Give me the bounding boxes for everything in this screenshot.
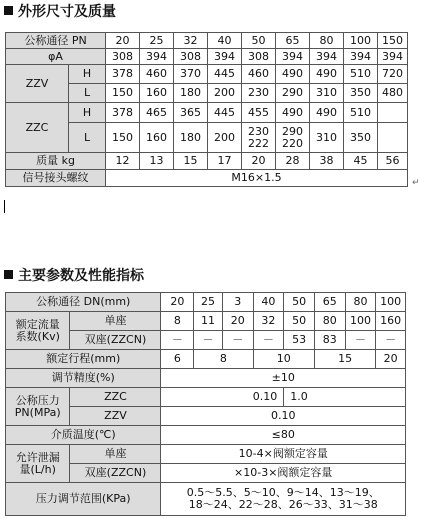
value-cell: 290 220 (276, 123, 310, 153)
table-row (6, 312, 406, 331)
value-cell: 490 (310, 103, 344, 123)
value-cell: 28 (276, 153, 310, 170)
table-row (6, 33, 408, 49)
dn-cell: 100 (376, 293, 406, 312)
value-cell: 310 (310, 84, 344, 103)
value-cell: 150 (106, 84, 140, 103)
l-label: L (69, 84, 106, 103)
value-cell (378, 123, 408, 153)
h-label: H (69, 103, 106, 123)
value-cell: 20 (242, 153, 276, 170)
value-cell: 720 (378, 65, 408, 84)
col-header-dn: 公称通径 PN (6, 33, 106, 49)
dn-cell: 3 (222, 293, 253, 312)
zzc-label: ZZC (6, 103, 69, 153)
dn-cell: 20 (161, 293, 194, 312)
mass-label: 质量 kg (6, 153, 106, 170)
parameter-table (5, 292, 406, 516)
double-seat-label: 双座(ZZCN) (70, 331, 161, 350)
value-cell: 15 (174, 153, 208, 170)
dn-cell: 150 (378, 33, 408, 49)
value-cell: 8 (161, 312, 194, 331)
value-cell: 460 (242, 65, 276, 84)
table-row (6, 388, 406, 407)
value-cell: 465 (140, 103, 174, 123)
table-row (6, 65, 408, 84)
value-cell: 445 (208, 65, 242, 84)
value-cell: 370 (174, 65, 208, 84)
table-row (6, 426, 406, 445)
value-cell: 490 (276, 103, 310, 123)
table-row (6, 49, 408, 65)
value-cell: － (194, 331, 223, 350)
kv-label: 额定流量 系数(Kv) (6, 312, 70, 350)
value-cell: 378 (106, 65, 140, 84)
value-cell: 38 (310, 153, 344, 170)
value-cell: 50 (284, 312, 315, 331)
table-row (6, 483, 406, 516)
value-cell: 510 (344, 103, 378, 123)
dn-cell: 100 (344, 33, 378, 49)
precision-value: ±10 (161, 369, 406, 388)
value-cell: 160 (140, 123, 174, 153)
table-row (6, 445, 406, 464)
dn-cell: 50 (284, 293, 315, 312)
h-label: H (69, 65, 106, 84)
value-cell: 490 (310, 65, 344, 84)
dn-cell: 40 (208, 33, 242, 49)
section1-title: 外形尺寸及质量 (4, 3, 116, 21)
dn-cell: 40 (253, 293, 284, 312)
value-cell: 230 (242, 84, 276, 103)
value-cell: 56 (378, 153, 408, 170)
value-cell (378, 103, 408, 123)
temperature-value: ≤80 (161, 426, 406, 445)
single-seat-label: 单座 (70, 312, 161, 331)
value-cell: 310 (310, 123, 344, 153)
pressure-value: 0.10 (161, 407, 406, 426)
value-cell: 394 (344, 49, 378, 65)
value-cell: 83 (314, 331, 345, 350)
value-cell: 480 (378, 84, 408, 103)
value-cell: 45 (344, 153, 378, 170)
leakage-value: 10-4×阀额定容量 (161, 445, 406, 464)
value-cell: 100 (345, 312, 376, 331)
range-value: 0.5～5.5、5～10、9～14、13～19、 18～24、22～28、26～33、31～38 (161, 483, 406, 516)
table-row (6, 293, 406, 312)
double-seat-label: 双座(ZZCN) (70, 464, 161, 483)
value-cell: 308 (174, 49, 208, 65)
value-cell: 365 (174, 103, 208, 123)
stroke-label: 额定行程(mm) (6, 350, 161, 369)
dn-cell: 65 (314, 293, 345, 312)
value-cell: 394 (276, 49, 310, 65)
value-cell: 180 (174, 84, 208, 103)
value-cell: 20 (222, 312, 253, 331)
value-cell: － (161, 331, 194, 350)
dn-cell: 32 (174, 33, 208, 49)
leakage-value: ×10-3×阀额定容量 (161, 464, 406, 483)
pressure-value: 0.10 (161, 388, 284, 407)
value-cell: 230 222 (242, 123, 276, 153)
value-cell: 200 (208, 84, 242, 103)
dn-cell: 20 (106, 33, 140, 49)
zzv-label: ZZV (70, 407, 161, 426)
value-cell: 308 (242, 49, 276, 65)
value-cell: 32 (253, 312, 284, 331)
value-cell: 160 (376, 312, 406, 331)
single-seat-label: 单座 (70, 445, 161, 464)
value-cell: 445 (208, 103, 242, 123)
square-bullet-icon (4, 6, 13, 15)
table-row (6, 369, 406, 388)
value-cell: 394 (208, 49, 242, 65)
value-cell: 510 (344, 65, 378, 84)
value-cell: 6 (161, 350, 194, 369)
value-cell: － (345, 331, 376, 350)
l-label: L (69, 123, 106, 153)
value-cell: 150 (106, 123, 140, 153)
zzv-label: ZZV (6, 65, 69, 103)
value-cell: 378 (106, 103, 140, 123)
value-cell: 455 (242, 103, 276, 123)
range-label: 压力调节范围(KPa) (6, 483, 161, 516)
dn-cell: 65 (276, 33, 310, 49)
value-cell: － (253, 331, 284, 350)
value-cell: 180 (174, 123, 208, 153)
return-mark: ↵ (412, 178, 420, 188)
value-cell: 308 (106, 49, 140, 65)
phiA-label: φA (6, 49, 106, 65)
dn-cell: 50 (242, 33, 276, 49)
value-cell: 15 (314, 350, 375, 369)
value-cell: 160 (140, 84, 174, 103)
section2-title: 主要参数及性能指标 (4, 267, 144, 285)
value-cell: － (376, 331, 406, 350)
dn-cell: 80 (310, 33, 344, 49)
value-cell: 350 (344, 123, 378, 153)
table-row (6, 103, 408, 123)
value-cell: 290 (276, 84, 310, 103)
table-row (6, 170, 408, 187)
value-cell: 20 (376, 350, 406, 369)
value-cell: 17 (208, 153, 242, 170)
value-cell: 460 (140, 65, 174, 84)
value-cell: 350 (344, 84, 378, 103)
thread-value: M16×1.5 (106, 170, 408, 187)
precision-label: 调节精度(%) (6, 369, 161, 388)
value-cell: 53 (284, 331, 315, 350)
value-cell: － (222, 331, 253, 350)
dn-cell: 25 (194, 293, 223, 312)
value-cell: 11 (194, 312, 223, 331)
text-cursor (4, 200, 5, 213)
value-cell: 394 (378, 49, 408, 65)
zzc-label: ZZC (70, 388, 161, 407)
value-cell: 80 (314, 312, 345, 331)
dn-cell: 80 (345, 293, 376, 312)
value-cell: 10 (253, 350, 314, 369)
leakage-label: 允许泄漏 量(L/h) (6, 445, 70, 483)
value-cell: 490 (276, 65, 310, 84)
value-cell: 394 (140, 49, 174, 65)
dn-header: 公称通径 DN(mm) (6, 293, 161, 312)
square-bullet-icon (4, 270, 13, 279)
value-cell: 394 (310, 49, 344, 65)
table-row (6, 350, 406, 369)
pressure-value: 1.0 (284, 388, 406, 407)
value-cell: 200 (208, 123, 242, 153)
value-cell: 12 (106, 153, 140, 170)
thread-label: 信号接头螺纹 (6, 170, 106, 187)
value-cell: 8 (194, 350, 253, 369)
pressure-label: 公称压力 PN(MPa) (6, 388, 70, 426)
dimension-table (5, 32, 408, 187)
dn-cell: 25 (140, 33, 174, 49)
value-cell: 13 (140, 153, 174, 170)
table-row (6, 153, 408, 170)
temperature-label: 介质温度(℃) (6, 426, 161, 445)
